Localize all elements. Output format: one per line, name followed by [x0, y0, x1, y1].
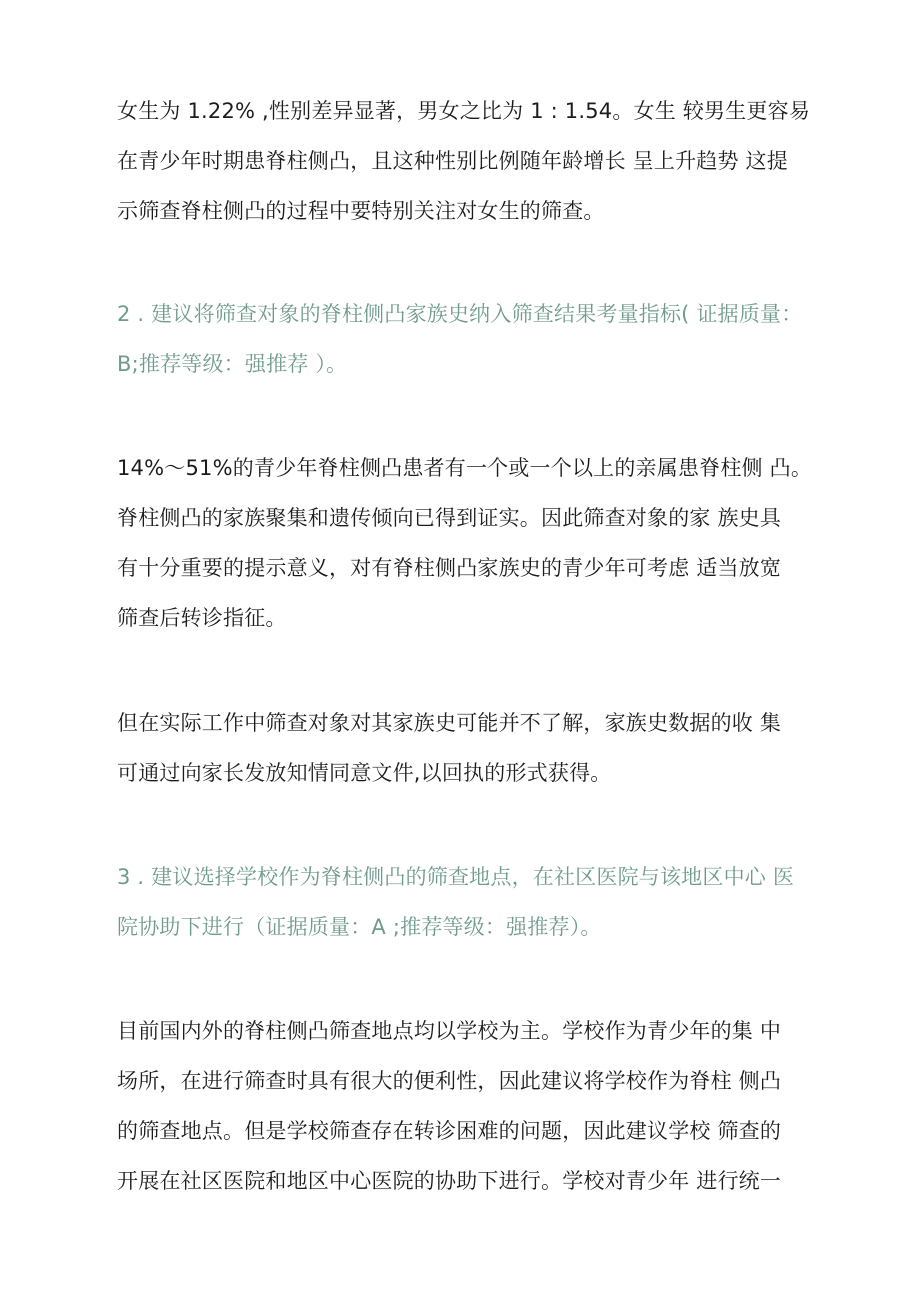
paragraph-gender-difference: [117, 86, 817, 236]
heading-line: 2 . 建议将筛查对象的脊柱侧凸家族史纳入筛查结果考量指标( 证据质量：: [117, 302, 803, 326]
heading-recommendation-3: [117, 852, 817, 952]
text-line: 开展在社区医院和地区中心医院的协助下进行。学校对青少年 进行统一: [117, 1169, 782, 1193]
text-line: 14%～51%的青少年脊柱侧凸患者有一个或一个以上的亲属患脊柱侧 凸。: [117, 456, 813, 480]
text-line: 示筛查脊柱侧凸的过程中要特别关注对女生的筛查。: [117, 199, 605, 223]
text-line: 脊柱侧凸的家族聚集和遗传倾向已得到证实。因此筛查对象的家 族史具: [117, 506, 782, 530]
paragraph-data-collection: [117, 698, 817, 798]
text-line: 筛查后转诊指征。: [117, 606, 287, 630]
text-line: 目前国内外的脊柱侧凸筛查地点均以学校为主。学校作为青少年的集 中: [117, 1019, 782, 1043]
heading-recommendation-2: [117, 289, 817, 389]
paragraph-school-screening: [117, 1006, 817, 1206]
text-line: 女生为 1.22% ,性别差异显著，男女之比为 1 : 1.54。女生 较男生更容易: [117, 99, 811, 123]
text-line: 的筛查地点。但是学校筛查存在转诊困难的问题，因此建议学校 筛查的: [117, 1119, 782, 1143]
text-line: 但在实际工作中筛查对象对其家族史可能并不了解，家族史数据的收 集: [117, 711, 782, 735]
heading-line: B;推荐等级：强推荐 ）。: [117, 352, 348, 376]
heading-line: 3 . 建议选择学校作为脊柱侧凸的筛查地点，在社区医院与该地区中心 医: [117, 865, 795, 889]
paragraph-family-history: [117, 443, 817, 643]
text-line: 场所，在进行筛查时具有很大的便利性，因此建议将学校作为脊柱 侧凸: [117, 1069, 782, 1093]
text-line: 在青少年时期患脊柱侧凸，且这种性别比例随年龄增长 呈上升趋势 这提: [117, 149, 788, 173]
text-line: 有十分重要的提示意义，对有脊柱侧凸家族史的青少年可考虑 适当放宽: [117, 556, 782, 580]
text-line: 可通过向家长发放知情同意文件,以回执的形式获得。: [117, 761, 612, 785]
heading-line: 院协助下进行（证据质量：A ;推荐等级：强推荐）。: [117, 915, 602, 939]
